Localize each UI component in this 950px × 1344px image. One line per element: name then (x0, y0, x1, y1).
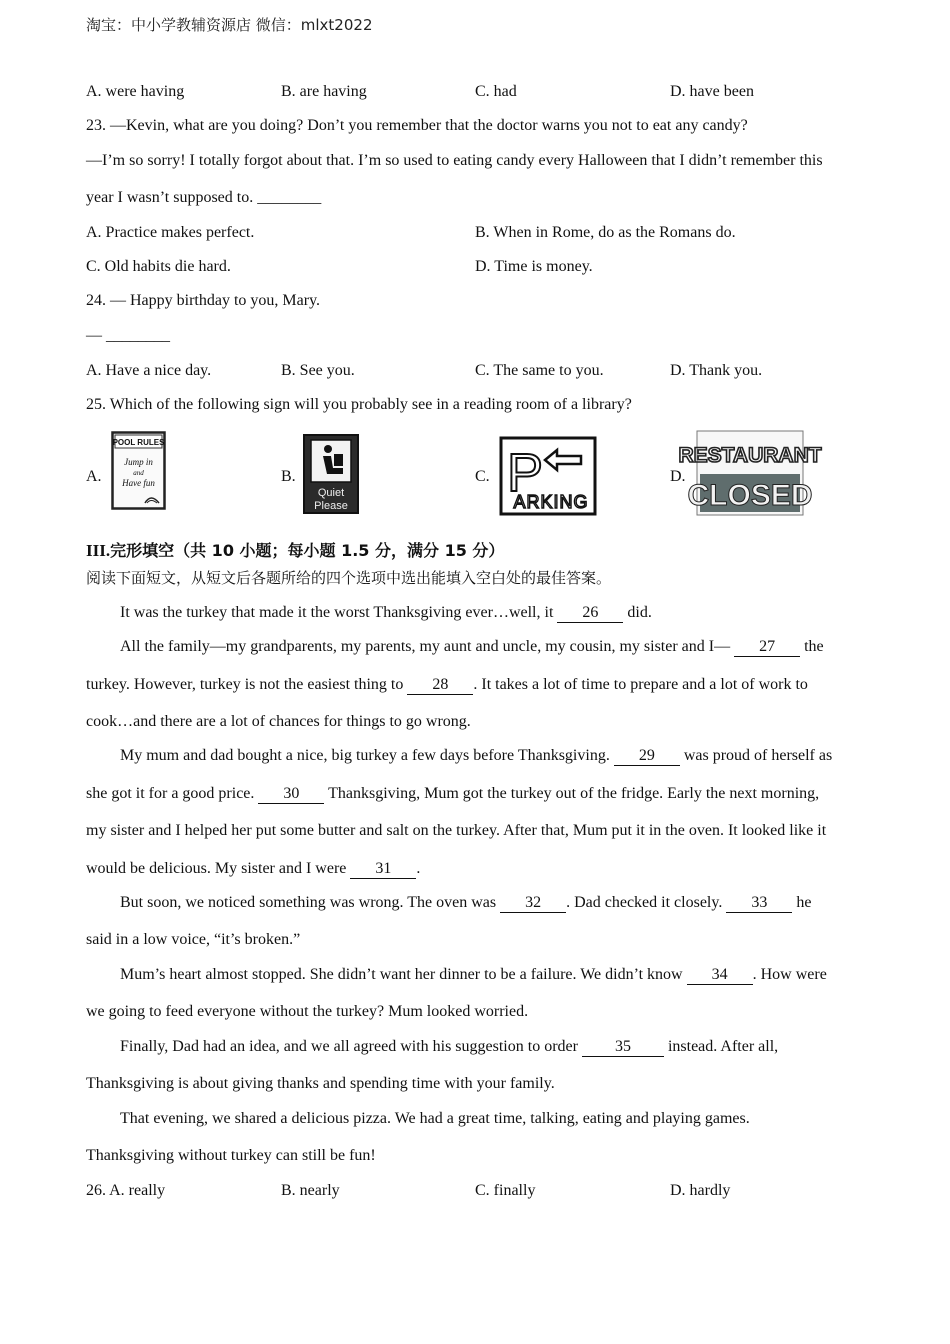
blank-27: 27 (734, 638, 800, 657)
passage-p3-line3: my sister and I helped her put some butter and salt on the turkey. After that, Mum put it in the oven. It looked like it (86, 822, 827, 839)
quiet-please-image (303, 434, 359, 514)
q24-option-d: D. Thank you. (670, 362, 763, 379)
passage-p7-line1: That evening, we shared a delicious pizza. We had a great time, talking, eating and playing games. (120, 1110, 750, 1127)
q23-options-row1 (86, 223, 866, 243)
q25-label-b: B. (281, 468, 296, 485)
q26-option-d: D. hardly (670, 1182, 731, 1199)
q23-stem-line3: year I wasn’t supposed to. ________ (86, 189, 322, 206)
blank-32: 32 (500, 894, 566, 913)
sign-pool-rules (111, 431, 167, 516)
q23-options-row2 (86, 257, 866, 277)
blank-30: 30 (258, 785, 324, 804)
q25-sign-options (86, 428, 866, 520)
section-3-title: III.完形填空（共 10 小题；每小题 1.5 分，满分 15 分） (86, 541, 505, 560)
passage-p7-line2: Thanksgiving without turkey can still be fun! (86, 1147, 376, 1164)
passage-p3-line2: she got it for a good price. 30 Thanksgiving, Mum got the turkey out of the fridge. Early the next morning, (86, 785, 820, 802)
pool-rules-image (111, 431, 167, 511)
blank-31: 31 (350, 860, 416, 879)
q26-option-a: 26. A. really (86, 1182, 166, 1199)
pool-rules-line3: Have fun (122, 478, 155, 488)
parking-letter-p: P (507, 443, 544, 503)
q23-option-d: D. Time is money. (475, 258, 593, 275)
blank-29: 29 (614, 747, 680, 766)
q26-option-c: C. finally (475, 1182, 536, 1199)
page-header: 淘宝：中小学教辅资源店 微信：mlxt2022 (86, 16, 373, 34)
restaurant-word: RESTAURANT (678, 444, 822, 467)
q24-options (86, 361, 866, 381)
passage-p3-line4: would be delicious. My sister and I were 31 . (86, 860, 421, 877)
sign-parking (499, 436, 597, 521)
blank-34: 34 (687, 966, 753, 985)
q22-option-d: D. have been (670, 83, 754, 100)
q25-label-c: C. (475, 468, 490, 485)
blank-35: 35 (582, 1038, 664, 1057)
blank-33: 33 (726, 894, 792, 913)
passage-p5-line2: we going to feed everyone without the turkey? Mum looked worried. (86, 1003, 529, 1020)
passage-p4-line1: But soon, we noticed something was wrong. The oven was 32 . Dad checked it closely. 33 he (120, 894, 812, 911)
section-3-instruction: 阅读下面短文，从短文后各题所给的四个选项中选出能填入空白处的最佳答案。 (86, 569, 612, 587)
q23-stem-line2: —I’m so sorry! I totally forgot about that. I’m so used to eating candy every Halloween that I didn’t remember this (86, 152, 823, 169)
q22-options (86, 82, 866, 102)
passage-p1: It was the turkey that made it the worst Thanksgiving ever…well, it 26 did. (120, 604, 652, 621)
sign-restaurant-closed (678, 430, 822, 521)
q23-option-a: A. Practice makes perfect. (86, 224, 255, 241)
passage-p2-line3: cook…and there are a lot of chances for things to go wrong. (86, 713, 471, 730)
pool-rules-line2: and (133, 469, 144, 477)
quiet-please-line2: Please (314, 500, 348, 512)
q22-option-b: B. are having (281, 83, 367, 100)
q25-label-a: A. (86, 468, 102, 485)
passage-p2-line2: turkey. However, turkey is not the easiest thing to 28 . It takes a lot of time to prepare and a lot of work to (86, 676, 808, 693)
passage-p5-line1: Mum’s heart almost stopped. She didn’t want her dinner to be a failure. We didn’t know 34 . How were (120, 966, 827, 983)
q23-option-b: B. When in Rome, do as the Romans do. (475, 224, 736, 241)
q24-stem-line1: 24. — Happy birthday to you, Mary. (86, 292, 321, 309)
q24-option-a: A. Have a nice day. (86, 362, 212, 379)
pool-rules-title: POOL RULES (112, 438, 165, 447)
restaurant-closed-image (678, 430, 822, 516)
q22-option-c: C. had (475, 83, 517, 100)
q24-option-b: B. See you. (281, 362, 355, 379)
q25-label-d: D. (670, 468, 686, 485)
sign-quiet-please (303, 434, 359, 519)
parking-image (499, 436, 597, 516)
q22-option-a: A. were having (86, 83, 185, 100)
quiet-please-line1: Quiet (317, 487, 345, 499)
q23-stem-line1: 23. —Kevin, what are you doing? Don’t you remember that the doctor warns you not to eat any candy? (86, 117, 748, 134)
q26-option-b: B. nearly (281, 1182, 340, 1199)
passage-p2-line1: All the family—my grandparents, my parents, my aunt and uncle, my cousin, my sister and I— 27 the (120, 638, 824, 655)
passage-p4-line2: said in a low voice, “it’s broken.” (86, 931, 301, 948)
passage-p6-line1: Finally, Dad had an idea, and we all agreed with his suggestion to order 35 instead. After all, (120, 1038, 779, 1055)
q26-options (86, 1181, 866, 1201)
blank-26: 26 (557, 604, 623, 623)
q24-option-c: C. The same to you. (475, 362, 604, 379)
parking-word: ARKING (513, 492, 589, 512)
closed-word: CLOSED (687, 479, 813, 512)
q24-stem-line2: — ________ (86, 327, 170, 344)
passage-p6-line2: Thanksgiving is about giving thanks and spending time with your family. (86, 1075, 555, 1092)
pool-rules-line1: Jump in (124, 457, 153, 467)
blank-28: 28 (407, 676, 473, 695)
q25-stem: 25. Which of the following sign will you probably see in a reading room of a library? (86, 396, 632, 413)
passage-p3-line1: My mum and dad bought a nice, big turkey a few days before Thanksgiving. 29 was proud of herself as (120, 747, 833, 764)
q23-option-c: C. Old habits die hard. (86, 258, 231, 275)
